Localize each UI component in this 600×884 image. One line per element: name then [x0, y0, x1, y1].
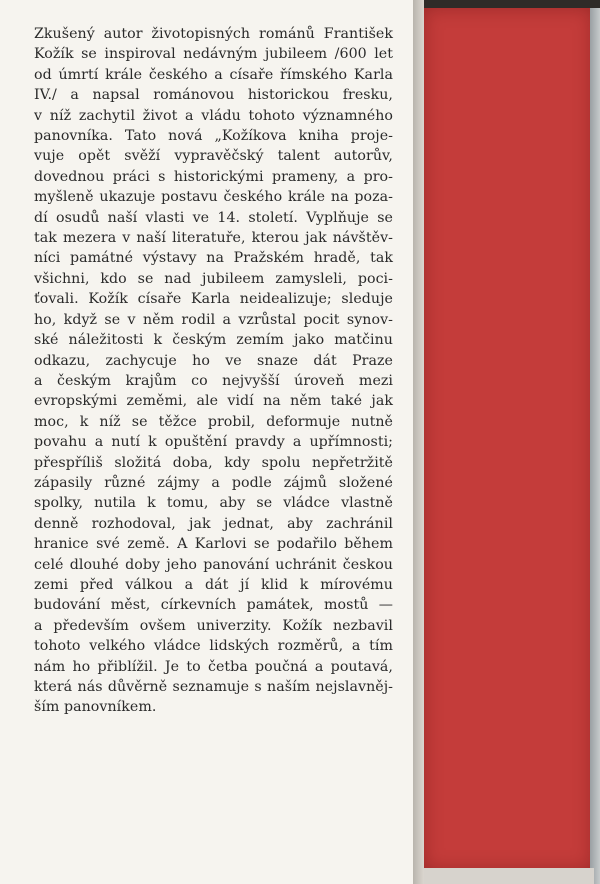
- blurb-line: tak mezera v naší literatuře, kterou jak návštěv-: [34, 230, 393, 247]
- blurb-line-last: ším panovníkem.: [34, 699, 157, 716]
- cover-side-edge: [590, 8, 600, 884]
- blurb-line: tohoto velkého vládce lidských rozměrů, a tím: [34, 638, 393, 655]
- blurb-line: ho, když se v něm rodil a vzrůstal pocit synov-: [34, 311, 393, 328]
- blurb-line: zemi před válkou a dát jí klid k mírovému: [34, 576, 393, 593]
- blurb-line: panovníka. Tato nová „Kožíkova kniha proje-: [34, 128, 393, 145]
- blurb-line: evropskými zeměmi, ale vidí na něm také jak: [34, 393, 393, 410]
- blurb-line: budování měst, církevních památek, mostů —: [34, 597, 393, 614]
- cover-bottom-edge: [424, 868, 594, 884]
- red-cover-board: [424, 8, 592, 870]
- blurb-line: a českým krajům co nejvyšší úroveň mezi: [34, 372, 393, 389]
- blurb-line: ťovali. Kožík císaře Karla neidealizuje; sleduje: [34, 291, 393, 308]
- flap-blurb: [34, 24, 393, 718]
- blurb-line: moc, k níž se těžce probil, deformuje nutně: [34, 413, 393, 430]
- blurb-line: povahu a nutí k opuštění pravdy a upřímnosti;: [34, 434, 393, 451]
- blurb-line: přespříliš složitá doba, kdy spolu nepřetržitě: [34, 454, 393, 471]
- blurb-line: denně rozhodoval, jak jednat, aby zachránil: [34, 515, 393, 532]
- blurb-line: vuje opět svěží vypravěčský talent autorův,: [34, 148, 393, 165]
- blurb-line: myšleně ukazuje postavu českého krále na poza-: [34, 189, 393, 206]
- blurb-line: nám ho přiblížil. Je to četba poučná a poutavá,: [34, 658, 393, 675]
- blurb-line: v níž zachytil život a vládu tohoto významného: [34, 107, 393, 124]
- blurb-line: zápasily různé zájmy a podle zájmů složené: [34, 474, 393, 491]
- blurb-line: hranice své země. A Karlovi se podařilo během: [34, 536, 393, 553]
- blurb-line: IV./ a napsal románovou historickou fresku,: [34, 87, 393, 104]
- blurb-line: dovednou práci s historickými prameny, a pro-: [34, 168, 393, 185]
- blurb-line: a především ovšem univerzity. Kožík nezbavil: [34, 617, 393, 634]
- blurb-line: ské náležitosti k českým zemím jako matčinu: [34, 332, 393, 349]
- blurb-line: dí osudů naší vlasti ve 14. století. Vyplňuje se: [34, 209, 393, 226]
- blurb-line: Zkušený autor životopisných románů František: [34, 26, 393, 42]
- blurb-line: spolky, nutila k tomu, aby se vládce vlastně: [34, 495, 393, 512]
- blurb-line: níci památné výstavy na Pražském hradě, tak: [34, 250, 393, 267]
- blurb-line: všichni, kdo se nad jubileem zamysleli, poci-: [34, 270, 393, 287]
- blurb-line: Kožík se inspiroval nedávným jubileem /600 let: [34, 46, 393, 63]
- blurb-line: odkazu, zachycuje ho ve snaze dát Praze: [34, 352, 393, 369]
- blurb-line: od úmrtí krále českého a císaře římského Karla: [34, 66, 393, 83]
- blurb-line: celé dlouhé doby jeho panování uchránit českou: [34, 556, 393, 573]
- blurb-line: která nás důvěrně seznamuje s naším nejslavněj-: [34, 679, 393, 695]
